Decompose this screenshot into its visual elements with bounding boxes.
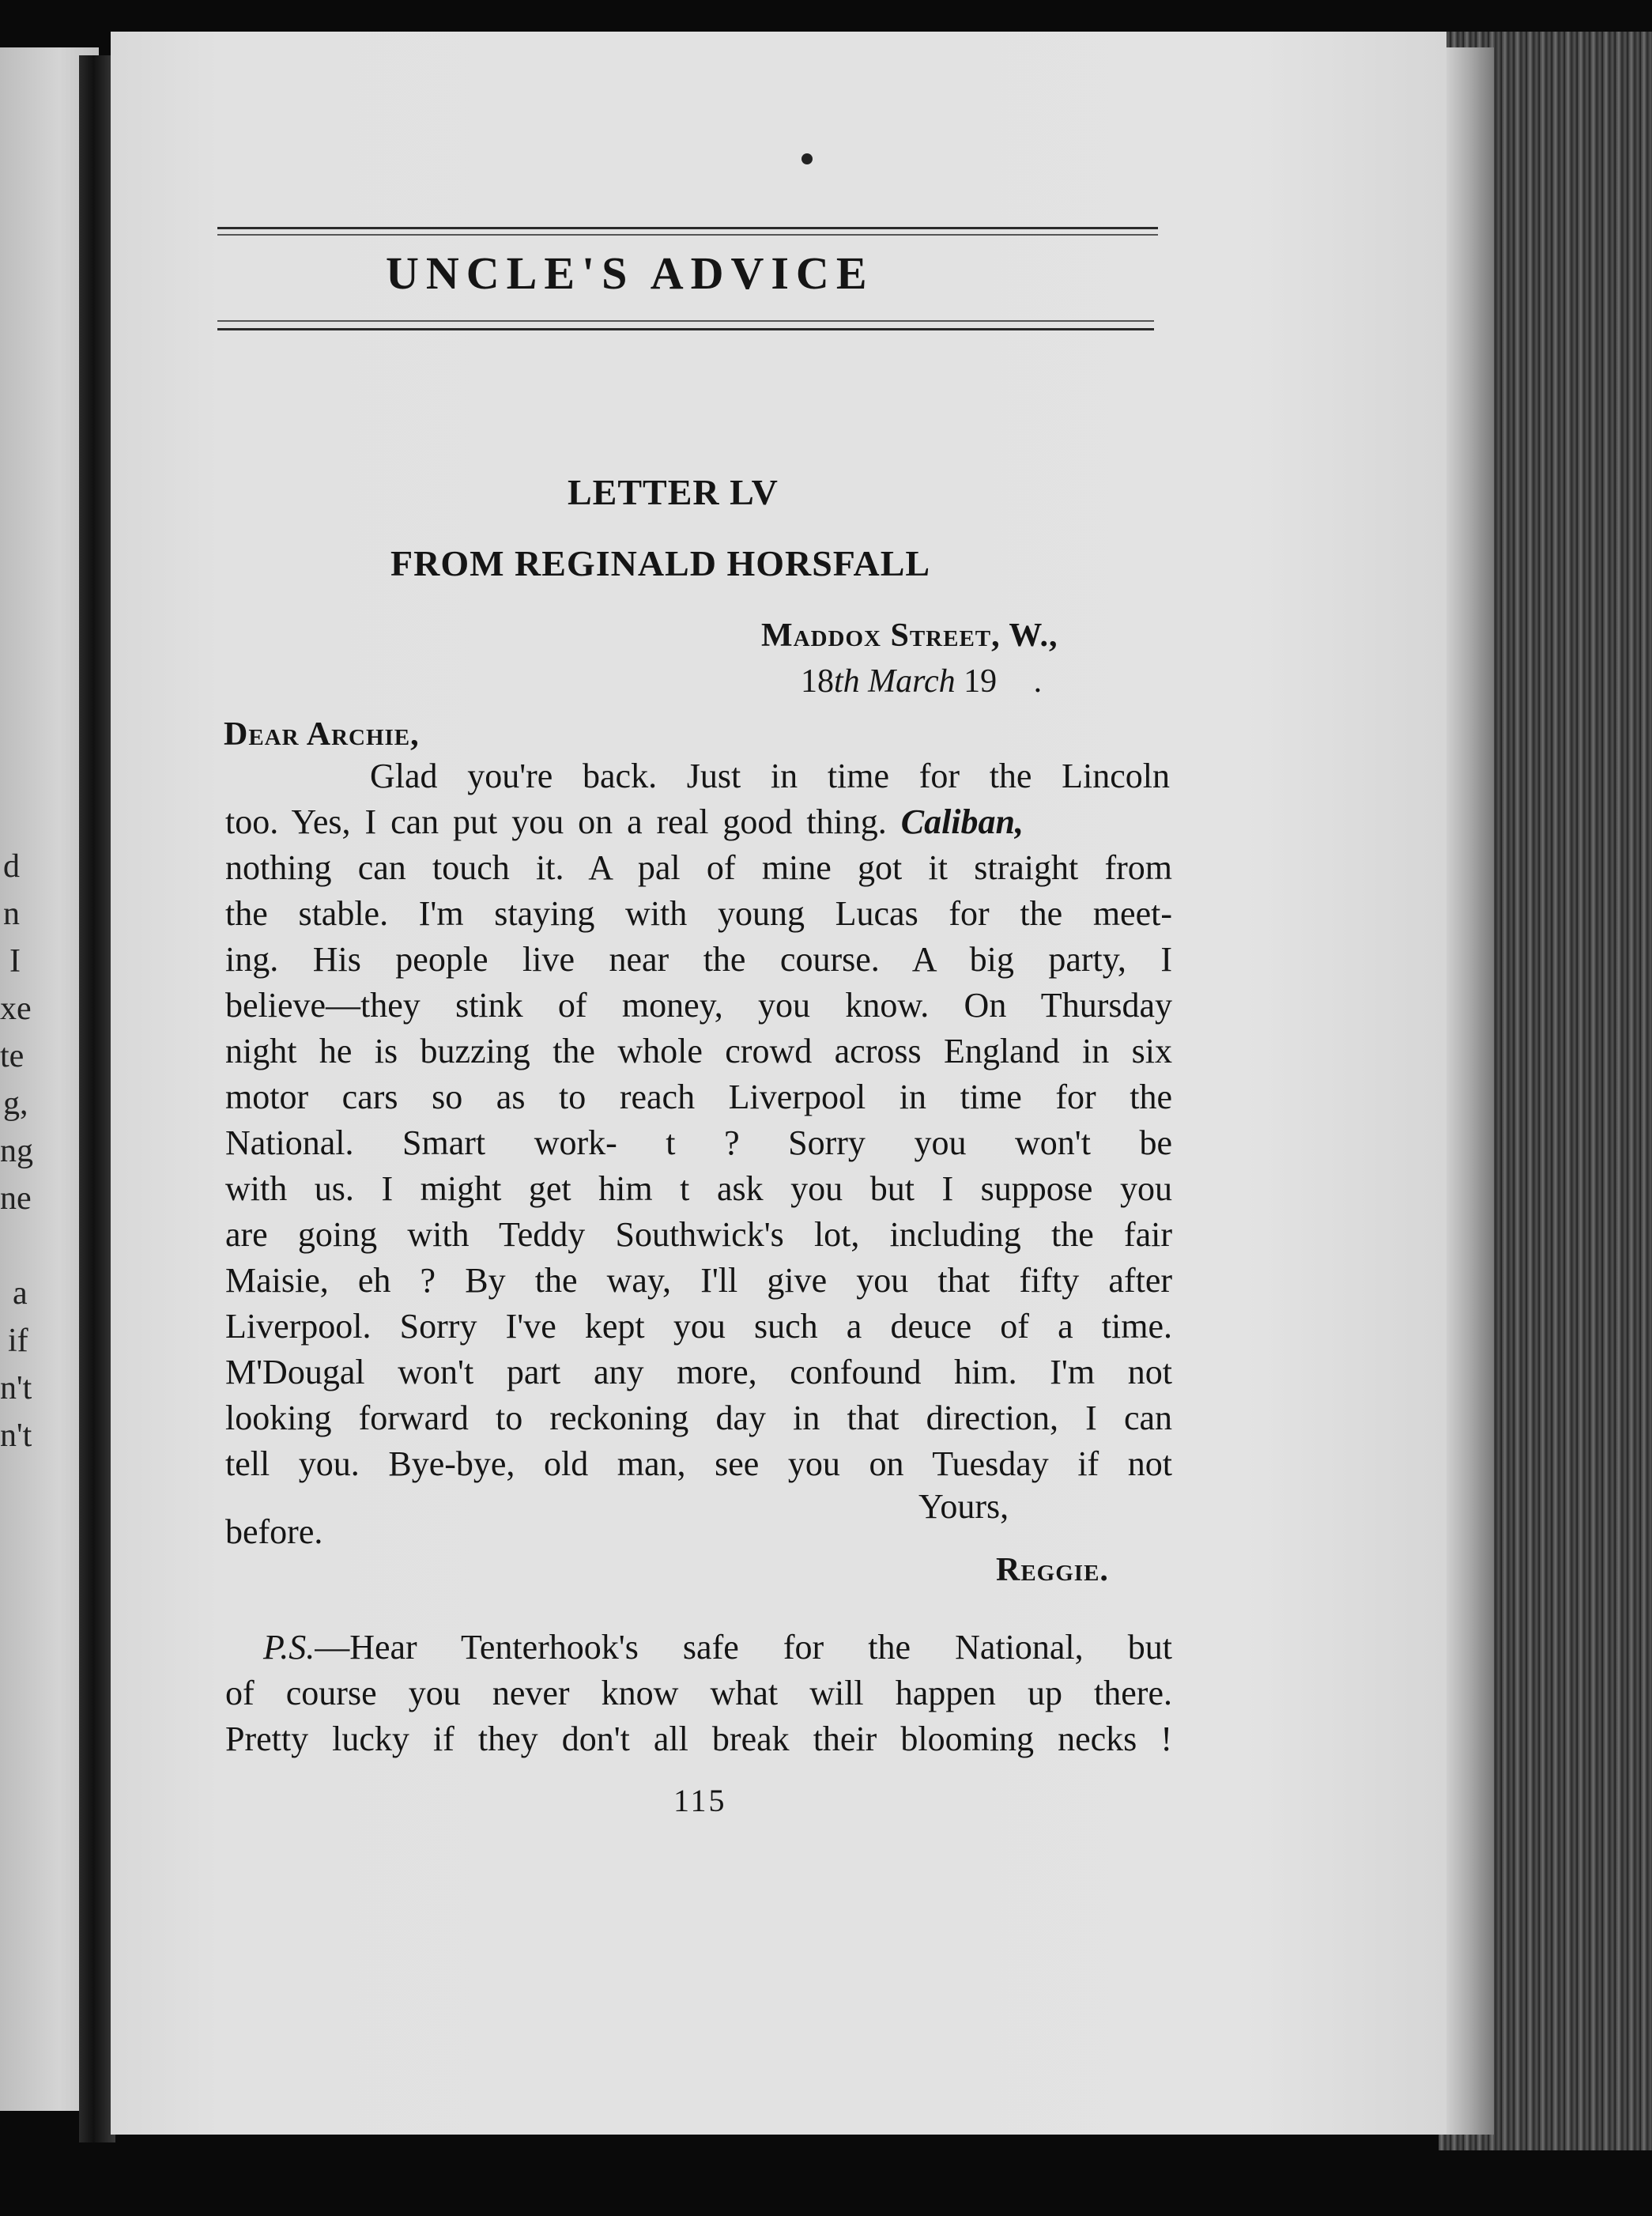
horse-name: Caliban,	[900, 802, 1024, 841]
closing: Yours,	[918, 1487, 1009, 1526]
body-line: looking forward to reckoning day in that direction, I can	[225, 1399, 1172, 1437]
postscript-label: P.S.	[263, 1628, 315, 1667]
header-rule-bottom-inner	[217, 320, 1154, 322]
date-ordinal: th	[834, 663, 860, 700]
left-page-fragment: n't	[0, 1370, 32, 1406]
left-page-fragment: ne	[0, 1180, 32, 1217]
header-rule-top	[217, 227, 1158, 229]
left-page-fragment: d	[3, 848, 20, 885]
body-line: Maisie, eh ? By the way, I'll give you that fifty after	[225, 1261, 1172, 1300]
body-line: the stable. I'm staying with young Lucas for the meet-	[225, 894, 1172, 933]
left-page-fragment: ng	[0, 1133, 33, 1169]
left-page-fragment: if	[8, 1323, 28, 1359]
body-line: nothing can touch it. A pal of mine got it straight from	[225, 848, 1172, 887]
left-page-fragment: xe	[0, 991, 32, 1027]
body-line	[225, 802, 1024, 842]
salutation: Dear Archie,	[224, 716, 420, 753]
page-number: 115	[673, 1783, 727, 1818]
sender-address: Maddox Street, W.,	[761, 617, 1058, 654]
body-line: motor cars so as to reach Liverpool in time for the	[225, 1078, 1172, 1116]
printer-mark	[801, 153, 813, 164]
body-line: National. Smart work- t ? Sorry you won't be	[225, 1123, 1172, 1162]
postscript-text: —Hear Tenterhook's safe for the National, but	[315, 1628, 1172, 1667]
signature: Reggie.	[996, 1552, 1109, 1588]
body-line: ing. His people live near the course. A big party, I	[225, 940, 1172, 979]
date-year: 19	[964, 663, 998, 700]
body-line: before.	[225, 1512, 323, 1551]
body-line: with us. I might get him t ask you but I suppose you	[225, 1169, 1172, 1208]
date-day: 18	[801, 663, 834, 700]
postscript-line: Pretty lucky if they don't all break their blooming necks !	[225, 1720, 1172, 1758]
body-line-text: too. Yes, I can put you on a real good thing.	[225, 802, 887, 841]
body-line: tell you. Bye-bye, old man, see you on Tuesday if not	[225, 1444, 1172, 1483]
letter-from: FROM REGINALD HORSFALL	[390, 543, 931, 583]
body-line: Glad you're back. Just in time for the Lincoln	[370, 757, 1170, 795]
left-page-fragment: g,	[3, 1085, 28, 1122]
letter-date	[801, 663, 1042, 700]
postscript-line: of course you never know what will happen up there.	[225, 1674, 1172, 1712]
body-line: are going with Teddy Southwick's lot, including the fair	[225, 1215, 1172, 1254]
header-rule-bottom	[217, 328, 1154, 330]
body-line: night he is buzzing the whole crowd across England in six	[225, 1032, 1172, 1070]
left-page-fragment: te	[0, 1038, 25, 1074]
letter-number: LETTER LV	[568, 472, 779, 512]
left-page-fragment: a	[13, 1275, 28, 1312]
body-line: M'Dougal won't part any more, confound him. I'm not	[225, 1353, 1172, 1391]
running-head: UNCLE'S ADVICE	[386, 247, 874, 299]
date-trailing: .	[1033, 663, 1043, 700]
body-line: believe—they stink of money, you know. On Thursday	[225, 986, 1172, 1025]
date-month: March	[868, 663, 956, 700]
left-page-fragment: n't	[0, 1418, 32, 1454]
header-rule-top-inner	[217, 234, 1158, 236]
left-page-fragment: I	[9, 943, 21, 980]
left-page-fragment: n	[3, 896, 20, 932]
body-line: Liverpool. Sorry I've kept you such a deuce of a time.	[225, 1307, 1172, 1346]
postscript-line	[263, 1627, 1172, 1667]
page-edge-highlight	[1446, 47, 1494, 2135]
